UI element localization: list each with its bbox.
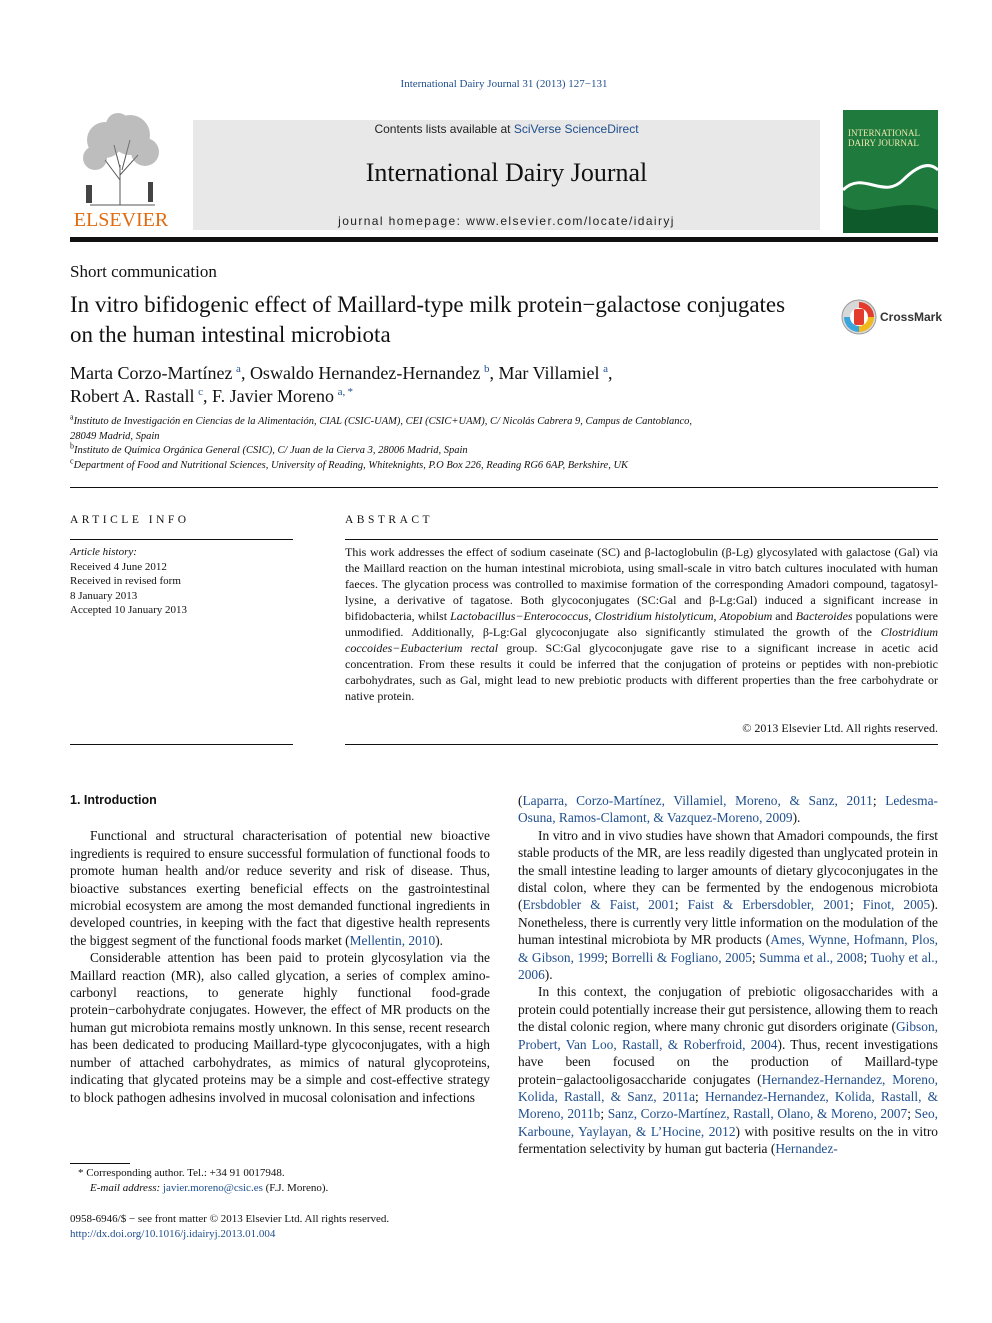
history-item: Received in revised form (70, 575, 181, 587)
divider (70, 539, 293, 540)
abstract-span: , (713, 609, 720, 623)
body-span: ) with positive results on the in vitro fermentation selectivity by human gut bacteria ( (518, 1123, 938, 1157)
abstract-span: populations were unmodified. Additionally, β-Lg:Gal glycoconjugate also significantly stimulated the growth of the (345, 609, 939, 639)
author-affil-sup[interactable]: a (236, 363, 241, 375)
issn-block (70, 1212, 490, 1242)
affiliation-item (70, 412, 830, 444)
body-paragraph (518, 792, 938, 827)
affiliation-text-cont: 28049 Madrid, Spain (70, 430, 160, 442)
author-name[interactable]: Oswaldo Hernandez-Hernandez (249, 363, 481, 383)
citation-link[interactable]: Borrelli & Fogliano, 2005 (611, 949, 752, 965)
affiliation-sup: b (70, 441, 74, 451)
body-span: In vitro and in vivo studies have shown that Amadori compounds, the first stable products of the MR, are less readily digested than unglycated protein in the small intestine leading to larger amounts of dietary glycoconjugates in the distal colon, where they can be fermented by the endogenous microbiota ( (518, 827, 938, 913)
taxon-name: Bacteroides (795, 609, 853, 623)
history-label: Article history: (70, 546, 137, 558)
section-heading: 1. Introduction (70, 793, 157, 807)
body-span: In this context, the conjugation of prebiotic oligosaccharides with a protein could potentially increase their gut persistence, allowing them to reach the distal colonic region, where many chronic gut disorders originate ( (518, 984, 938, 1035)
affiliation-item (70, 441, 830, 459)
cover-wave-icon (843, 110, 938, 233)
author-affil-sup[interactable]: c (198, 386, 203, 398)
divider (70, 487, 938, 488)
history-item: 8 January 2013 (70, 589, 138, 602)
body-paragraph (518, 827, 938, 984)
doi-link[interactable]: http://dx.doi.org/10.1016/j.idairyj.2013.01.004 (70, 1228, 276, 1240)
history-item: Received 4 June 2012 (70, 560, 167, 573)
taxon-name: Clostridium coccoides−Eubacterium rectal (345, 625, 938, 655)
taxon-name: Lactobacillus−Enterococcus (450, 609, 589, 623)
author-sep: , (240, 363, 250, 383)
author-list (70, 362, 770, 408)
citation-link[interactable]: Sanz, Corzo-Martínez, Rastall, Olano, & Moreno, 2007 (607, 1106, 908, 1122)
history-item: Accepted 10 January 2013 (70, 604, 187, 616)
crossmark-icon (840, 298, 878, 336)
citation-link[interactable]: Hernandez-Hernandez, Moreno, Kolida, Rastall, & Sanz, 2011a (518, 1071, 938, 1104)
body-span: ; (863, 949, 871, 965)
body-paragraph (70, 949, 490, 1106)
citation-link[interactable]: Ledesma-Osuna, Ramos-Clamont, & Vazquez-Moreno, 2009 (518, 793, 938, 826)
affiliation-sup: a (70, 412, 74, 422)
author-name[interactable]: F. Javier Moreno (212, 386, 335, 406)
author-name[interactable]: Mar Villamiel (498, 363, 600, 383)
taxon-name: Clostridium histolyticum (594, 609, 714, 623)
journal-masthead (193, 120, 820, 230)
citation-link[interactable]: Seo, Karboune, Yaylayan, & L’Hocine, 2012 (518, 1106, 938, 1139)
journal-citation-link[interactable]: International Dairy Journal 31 (2013) 127−131 (400, 78, 608, 90)
article-info-heading: ARTICLE INFO (70, 514, 190, 526)
affiliation-text: Instituto de Investigación en Ciencias de la Alimentación, CIAL (CSIC-UAM), CEI (CSIC+UAM), C/ Nicolás Cabrera 9, Campus de Cantoblanco, (73, 416, 693, 427)
body-span: Considerable attention has been paid to protein glycosylation via the Maillard reaction (MR), also called glycation, a series of complex amino-carbonyl reactions, to generate highly functional food-grade protein−carbohydrate conjugates. However, the effect of MR products on the human gut microbiota remains mostly unknown. In this sense, recent research has been dedicated to producing Maillard-type glycoconjugates, with a high number of attached carbohydrates, as mimics of natural glycoproteins, indicating that glycated proteins may be a simple and cost-effective strategy to block pathogen adhesins involved in mucosal colonisation and infections (70, 950, 490, 1105)
author-affil-sup[interactable]: a, * (337, 386, 353, 398)
email-line (70, 1181, 490, 1196)
author-name[interactable]: Robert A. Rastall (70, 386, 195, 406)
abstract-span: and (772, 609, 796, 623)
body-span: ; (674, 897, 688, 913)
author-sep: , (203, 386, 212, 406)
divider (345, 539, 938, 540)
elsevier-logo (70, 110, 172, 232)
body-span: ). Thus, recent investigations have been focused on the production of Maillard-type protein−galactooligosaccharide conjugates ( (518, 1036, 938, 1087)
issn-line: 0958-6946/$ − see front matter © 2013 Elsevier Ltd. All rights reserved. (70, 1213, 390, 1225)
article-title: In vitro bifidogenic effect of Maillard-type milk protein−galactose conjugates on the human intestinal microbiota (70, 292, 786, 347)
journal-title: International Dairy Journal (365, 158, 648, 187)
sciencedirect-link[interactable]: SciVerse ScienceDirect (513, 122, 639, 136)
author-affil-sup[interactable]: b (483, 363, 490, 375)
contents-line (193, 122, 820, 136)
citation-link[interactable]: Ames, Wynne, Hofmann, Plos, & Gibson, 1999 (518, 932, 939, 965)
abstract-span: group. SC:Gal glycoconjugate gave rise to a significant increase in acetic acid concentration. From these results it could be inferred that the conjugation of proteins or peptides with non-prebiotic carbohydrates, such as Gal, might lead to new prebiotic products with different properties than the free carbohydrate or native protein. (345, 641, 939, 703)
author-name[interactable]: Marta Corzo-Martínez (70, 363, 233, 383)
tree-icon (70, 110, 172, 210)
body-span: ). Nonetheless, there is currently very little information on the modulation of the human intestinal microbiota by MR products ( (518, 897, 938, 948)
body-span: ; (604, 949, 612, 965)
citation-link[interactable]: Gibson, Probert, Van Loo, Rastall, & Roberfroid, 2004 (518, 1019, 938, 1052)
cover-title: INTERNATIONAL DAIRY JOURNAL (848, 128, 920, 148)
elsevier-wordmark: ELSEVIER (73, 209, 169, 231)
body-column-left (70, 792, 490, 1106)
body-span: ). (435, 932, 443, 948)
body-span: ). (792, 810, 801, 826)
affiliation-sup: c (70, 456, 74, 465)
crossmark-label: CrossMark (880, 310, 943, 324)
email-suffix: (F.J. Moreno). (262, 1182, 329, 1194)
journal-homepage[interactable]: journal homepage: www.elsevier.com/locate/idairyj (338, 214, 675, 228)
citation-link[interactable]: Hernandez-Hernandez, Kolida, Rastall, & Moreno, 2011b (518, 1088, 939, 1122)
author-sep: , (608, 363, 613, 383)
divider (345, 744, 938, 745)
affiliation-text: Department of Food and Nutritional Sciences, University of Reading, Whiteknights, P.O Box 226, Reading RG6 6AP, Berkshire, UK (73, 459, 629, 471)
footnote-rule (70, 1163, 130, 1164)
corresponding-author: * Corresponding author. Tel.: +34 91 0017948. (78, 1167, 285, 1179)
journal-cover (843, 110, 938, 233)
citation-link[interactable]: Laparra, Corzo-Martínez, Villamiel, Moreno, & Sanz, 2011 (522, 793, 873, 808)
email-label: E-mail address: (90, 1182, 163, 1194)
abstract-copyright: © 2013 Elsevier Ltd. All rights reserved. (742, 721, 938, 735)
citation-link[interactable]: Hernandez- (775, 1141, 838, 1157)
citation-link[interactable]: Faist & Erbersdobler, 2001 (687, 897, 850, 913)
affiliation-text: Instituto de Química Orgánica General (CSIC), C/ Juan de la Cierva 3, 28006 Madrid, Spain (74, 445, 468, 456)
abstract-text (345, 544, 938, 704)
email-link[interactable]: javier.moreno@csic.es (162, 1182, 263, 1194)
affiliation-item (70, 456, 830, 474)
citation-link[interactable]: Ersbdobler & Faist, 2001 (522, 897, 675, 913)
body-paragraph (70, 827, 490, 949)
taxon-name: Atopobium (719, 609, 773, 623)
abstract-span: This work addresses the effect of sodium caseinate (SC) and β-lactoglobulin (β-Lg) glycosylated with galactose (Gal) via the Maillard reaction on the human intestinal microbiota, using small-scale in vitro batch cultures inoculated with human faeces. The glycation process was controlled to maximise formation of the corresponding Amadori compound, tagatosyl-lysine, a derivative of tagatose. Both glycoconjugates (SC:Gal and β-Lg:Gal) induced a significant increase in bifidobacteria, whilst (345, 545, 938, 623)
divider (70, 744, 293, 745)
body-span: ; (600, 1106, 608, 1122)
affiliations (70, 412, 830, 473)
body-span: ; (907, 1106, 915, 1122)
crossmark-badge[interactable] (840, 298, 943, 338)
body-span: ). (544, 967, 553, 983)
citation-link[interactable]: Mellentin, 2010 (349, 932, 436, 948)
body-span: ( (518, 793, 523, 808)
body-span: ; (695, 1088, 705, 1104)
body-paragraph (518, 983, 938, 1157)
article-type: Short communication (70, 262, 217, 281)
abstract-heading: ABSTRACT (345, 514, 434, 526)
author-sep: , (489, 363, 499, 383)
body-span: ; (849, 897, 863, 913)
citation-link[interactable]: Summa et al., 2008 (759, 949, 864, 965)
body-span: ; (872, 793, 886, 808)
body-column-right (518, 792, 938, 1158)
header-rule (70, 237, 938, 242)
footnote (70, 1166, 490, 1196)
body-span: ; (751, 949, 760, 965)
article-history (70, 545, 187, 618)
abstract-span: , (588, 609, 595, 623)
author-affil-sup[interactable]: a (603, 363, 609, 375)
body-span: Functional and structural characterisation of potential new bioactive ingredients is required to ensure successful formulation of functional foods to promote human health and/or reduce severity and risk of disease. Thus, bioactive substances exerting beneficial effects on the gastrointestinal microbial ecosystem are among the most demanded functional ingredients in developed countries, in keeping with the fact that digestive health represents the biggest segment of the functional foods market ( (70, 828, 490, 948)
contents-prefix: Contents lists available at (374, 122, 514, 136)
citation-link[interactable]: Finot, 2005 (862, 897, 931, 913)
citation-link[interactable]: Tuohy et al., 2006 (518, 949, 938, 983)
